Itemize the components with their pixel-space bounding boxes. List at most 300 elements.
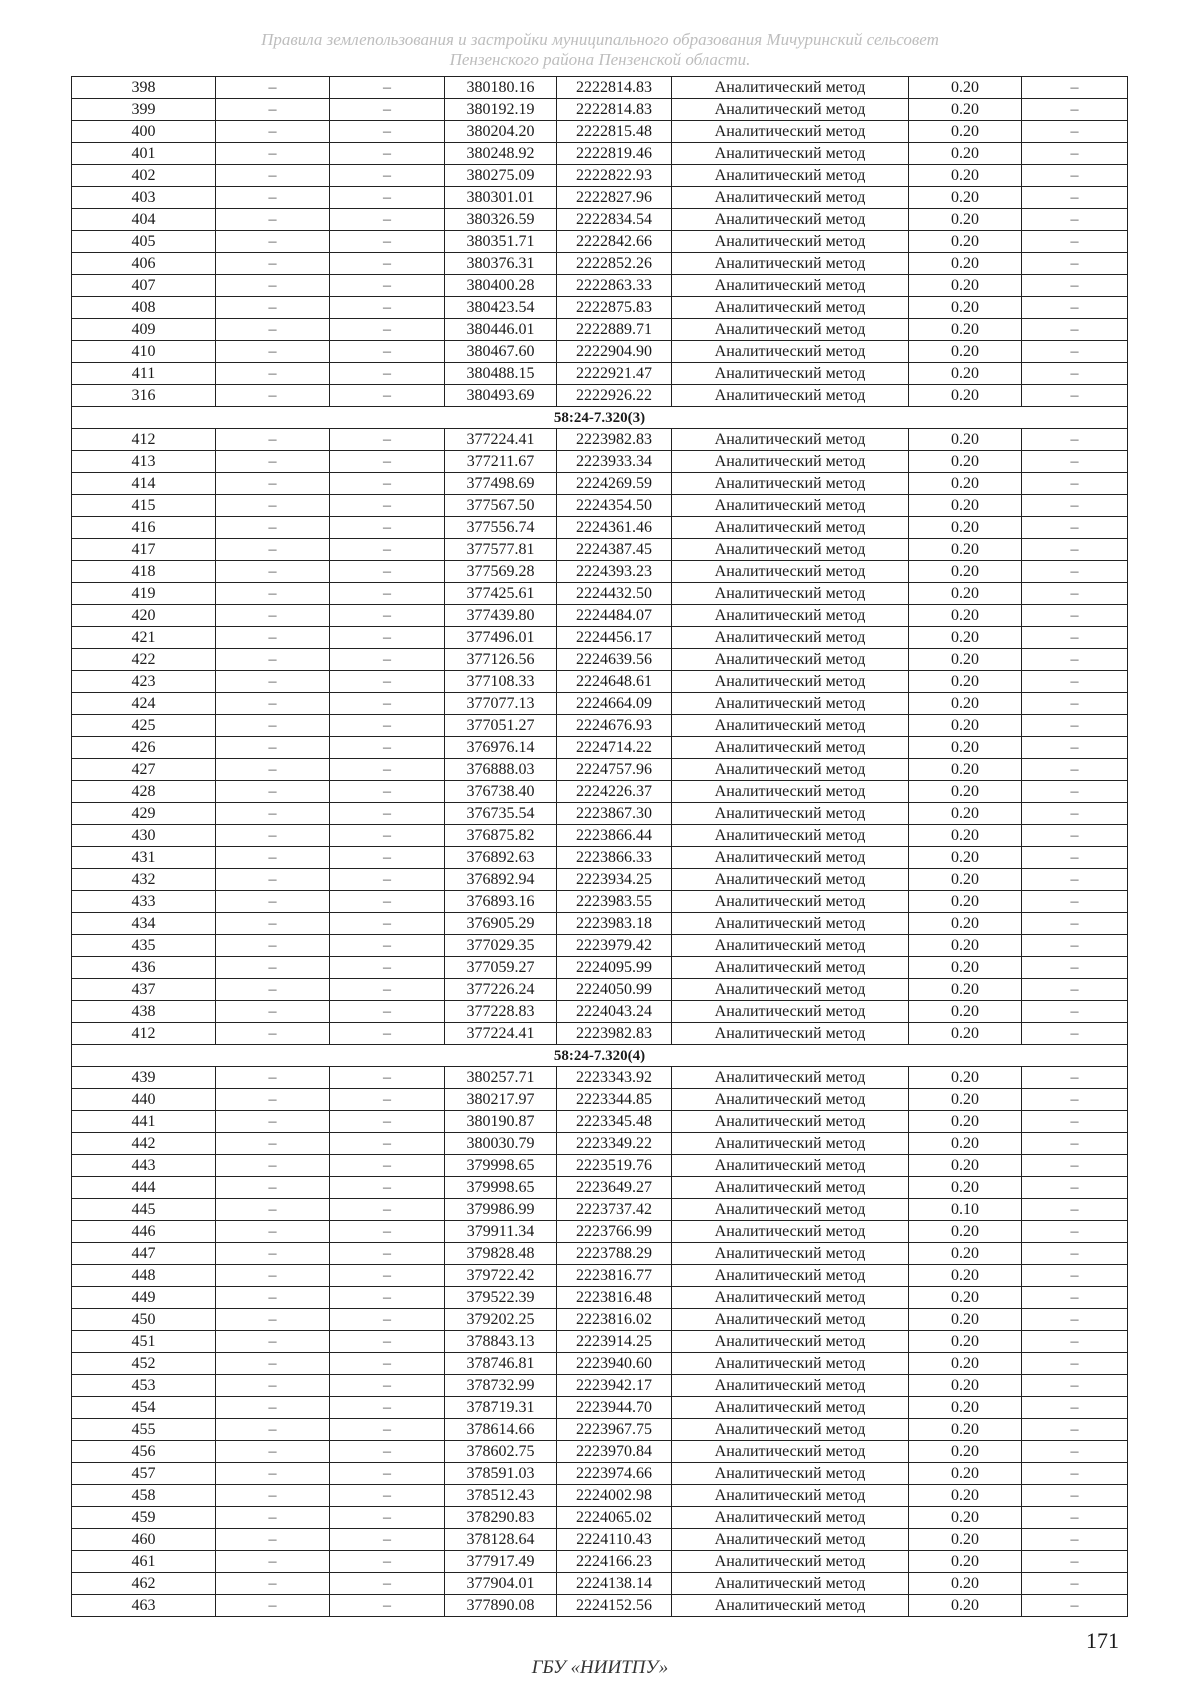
table-row: [72, 1089, 1128, 1111]
accuracy-cell: 0.20: [909, 1419, 1022, 1441]
coord-x: 380376.31: [445, 253, 557, 275]
section-title: 58:24-7.320(3): [72, 407, 1128, 429]
dash-cell: –: [216, 891, 330, 913]
coord-x: 380467.60: [445, 341, 557, 363]
method-cell: Аналитический метод: [672, 143, 909, 165]
table-row: [72, 979, 1128, 1001]
method-cell: Аналитический метод: [672, 1595, 909, 1617]
table-row: [72, 671, 1128, 693]
method-cell: Аналитический метод: [672, 1199, 909, 1221]
dash-cell: –: [330, 363, 445, 385]
method-cell: Аналитический метод: [672, 605, 909, 627]
accuracy-cell: 0.20: [909, 1287, 1022, 1309]
coord-x: 377224.41: [445, 1023, 557, 1045]
coord-y: 2222834.54: [557, 209, 672, 231]
dash-cell: –: [330, 561, 445, 583]
dash-cell: –: [1022, 165, 1128, 187]
accuracy-cell: 0.20: [909, 1485, 1022, 1507]
dash-cell: –: [1022, 693, 1128, 715]
table-row: [72, 253, 1128, 275]
accuracy-cell: 0.20: [909, 561, 1022, 583]
dash-cell: –: [216, 187, 330, 209]
point-number: 420: [72, 605, 216, 627]
coord-x: 380423.54: [445, 297, 557, 319]
dash-cell: –: [1022, 209, 1128, 231]
dash-cell: –: [216, 759, 330, 781]
point-number: 436: [72, 957, 216, 979]
table-row: [72, 803, 1128, 825]
method-cell: Аналитический метод: [672, 341, 909, 363]
method-cell: Аналитический метод: [672, 209, 909, 231]
coord-y: 2224393.23: [557, 561, 672, 583]
point-number: 463: [72, 1595, 216, 1617]
point-number: 429: [72, 803, 216, 825]
dash-cell: –: [216, 297, 330, 319]
coord-x: 379722.42: [445, 1265, 557, 1287]
accuracy-cell: 0.10: [909, 1199, 1022, 1221]
dash-cell: –: [330, 1001, 445, 1023]
accuracy-cell: 0.20: [909, 1221, 1022, 1243]
coord-y: 2223816.48: [557, 1287, 672, 1309]
table-row: [72, 1243, 1128, 1265]
dash-cell: –: [1022, 649, 1128, 671]
dash-cell: –: [1022, 1155, 1128, 1177]
point-number: 415: [72, 495, 216, 517]
accuracy-cell: 0.20: [909, 517, 1022, 539]
method-cell: Аналитический метод: [672, 1309, 909, 1331]
coord-y: 2224138.14: [557, 1573, 672, 1595]
dash-cell: –: [330, 1331, 445, 1353]
coord-y: 2224757.96: [557, 759, 672, 781]
dash-cell: –: [1022, 143, 1128, 165]
dash-cell: –: [330, 605, 445, 627]
point-number: 414: [72, 473, 216, 495]
dash-cell: –: [216, 803, 330, 825]
dash-cell: –: [330, 473, 445, 495]
coord-x: 378591.03: [445, 1463, 557, 1485]
dash-cell: –: [216, 319, 330, 341]
coord-y: 2223649.27: [557, 1177, 672, 1199]
dash-cell: –: [330, 1155, 445, 1177]
coord-y: 2223866.33: [557, 847, 672, 869]
point-number: 400: [72, 121, 216, 143]
coord-y: 2224676.93: [557, 715, 672, 737]
dash-cell: –: [1022, 297, 1128, 319]
table-row: [72, 935, 1128, 957]
point-number: 422: [72, 649, 216, 671]
dash-cell: –: [216, 869, 330, 891]
table-row: [72, 495, 1128, 517]
dash-cell: –: [330, 979, 445, 1001]
section-row: [72, 407, 1128, 429]
table-row: [72, 891, 1128, 913]
method-cell: Аналитический метод: [672, 1287, 909, 1309]
coord-x: 377917.49: [445, 1551, 557, 1573]
dash-cell: –: [216, 1221, 330, 1243]
coord-x: 379998.65: [445, 1177, 557, 1199]
dash-cell: –: [1022, 847, 1128, 869]
dash-cell: –: [216, 605, 330, 627]
coord-x: 377108.33: [445, 671, 557, 693]
table-row: [72, 275, 1128, 297]
dash-cell: –: [330, 737, 445, 759]
method-cell: Аналитический метод: [672, 121, 909, 143]
point-number: 450: [72, 1309, 216, 1331]
dash-cell: –: [216, 231, 330, 253]
dash-cell: –: [216, 1243, 330, 1265]
dash-cell: –: [330, 715, 445, 737]
method-cell: Аналитический метод: [672, 1573, 909, 1595]
dash-cell: –: [216, 847, 330, 869]
coord-x: 378719.31: [445, 1397, 557, 1419]
dash-cell: –: [330, 671, 445, 693]
accuracy-cell: 0.20: [909, 1155, 1022, 1177]
point-number: 438: [72, 1001, 216, 1023]
coord-y: 2223970.84: [557, 1441, 672, 1463]
dash-cell: –: [330, 913, 445, 935]
table-row: [72, 517, 1128, 539]
table-row: [72, 1265, 1128, 1287]
table-row: [72, 1551, 1128, 1573]
method-cell: Аналитический метод: [672, 759, 909, 781]
dash-cell: –: [330, 1177, 445, 1199]
accuracy-cell: 0.20: [909, 1331, 1022, 1353]
coord-x: 380030.79: [445, 1133, 557, 1155]
dash-cell: –: [330, 1375, 445, 1397]
method-cell: Аналитический метод: [672, 385, 909, 407]
accuracy-cell: 0.20: [909, 77, 1022, 99]
coord-y: 2222827.96: [557, 187, 672, 209]
coord-x: 377556.74: [445, 517, 557, 539]
method-cell: Аналитический метод: [672, 693, 909, 715]
method-cell: Аналитический метод: [672, 561, 909, 583]
method-cell: Аналитический метод: [672, 781, 909, 803]
method-cell: Аналитический метод: [672, 473, 909, 495]
coord-y: 2223967.75: [557, 1419, 672, 1441]
dash-cell: –: [1022, 275, 1128, 297]
dash-cell: –: [1022, 1177, 1128, 1199]
coord-x: 379522.39: [445, 1287, 557, 1309]
coord-y: 2224050.99: [557, 979, 672, 1001]
accuracy-cell: 0.20: [909, 935, 1022, 957]
point-number: 431: [72, 847, 216, 869]
accuracy-cell: 0.20: [909, 715, 1022, 737]
dash-cell: –: [1022, 803, 1128, 825]
coord-x: 377126.56: [445, 649, 557, 671]
dash-cell: –: [330, 891, 445, 913]
method-cell: Аналитический метод: [672, 363, 909, 385]
dash-cell: –: [330, 1199, 445, 1221]
coord-x: 376892.94: [445, 869, 557, 891]
section-row: [72, 1045, 1128, 1067]
coord-x: 380301.01: [445, 187, 557, 209]
point-number: 410: [72, 341, 216, 363]
dash-cell: –: [330, 385, 445, 407]
point-number: 460: [72, 1529, 216, 1551]
dash-cell: –: [330, 869, 445, 891]
coord-x: 377439.80: [445, 605, 557, 627]
accuracy-cell: 0.20: [909, 759, 1022, 781]
method-cell: Аналитический метод: [672, 627, 909, 649]
coord-x: 376735.54: [445, 803, 557, 825]
table-row: [72, 605, 1128, 627]
table-row: [72, 957, 1128, 979]
coord-x: 379986.99: [445, 1199, 557, 1221]
dash-cell: –: [330, 495, 445, 517]
point-number: 404: [72, 209, 216, 231]
dash-cell: –: [330, 803, 445, 825]
dash-cell: –: [216, 1551, 330, 1573]
table-row: [72, 1595, 1128, 1617]
method-cell: Аналитический метод: [672, 517, 909, 539]
dash-cell: –: [1022, 1419, 1128, 1441]
dash-cell: –: [216, 429, 330, 451]
method-cell: Аналитический метод: [672, 1551, 909, 1573]
dash-cell: –: [330, 1023, 445, 1045]
coord-y: 2223343.92: [557, 1067, 672, 1089]
dash-cell: –: [1022, 759, 1128, 781]
dash-cell: –: [216, 1133, 330, 1155]
coord-y: 2222926.22: [557, 385, 672, 407]
table-row: [72, 1353, 1128, 1375]
coord-y: 2224361.46: [557, 517, 672, 539]
coordinates-table: [71, 76, 1128, 1617]
dash-cell: –: [216, 1111, 330, 1133]
method-cell: Аналитический метод: [672, 1243, 909, 1265]
dash-cell: –: [1022, 869, 1128, 891]
accuracy-cell: 0.20: [909, 187, 1022, 209]
coord-x: 377569.28: [445, 561, 557, 583]
coord-y: 2224664.09: [557, 693, 672, 715]
dash-cell: –: [216, 737, 330, 759]
coord-x: 377498.69: [445, 473, 557, 495]
coord-x: 377051.27: [445, 715, 557, 737]
method-cell: Аналитический метод: [672, 253, 909, 275]
dash-cell: –: [216, 1419, 330, 1441]
accuracy-cell: 0.20: [909, 121, 1022, 143]
coord-y: 2224269.59: [557, 473, 672, 495]
dash-cell: –: [1022, 187, 1128, 209]
method-cell: Аналитический метод: [672, 77, 909, 99]
dash-cell: –: [330, 341, 445, 363]
coord-x: 380446.01: [445, 319, 557, 341]
method-cell: Аналитический метод: [672, 1441, 909, 1463]
point-number: 406: [72, 253, 216, 275]
dash-cell: –: [330, 143, 445, 165]
method-cell: Аналитический метод: [672, 1177, 909, 1199]
dash-cell: –: [1022, 363, 1128, 385]
dash-cell: –: [330, 1111, 445, 1133]
point-number: 399: [72, 99, 216, 121]
point-number: 455: [72, 1419, 216, 1441]
header-line-2: Пензенского района Пензенской области.: [449, 50, 751, 69]
dash-cell: –: [330, 297, 445, 319]
dash-cell: –: [216, 1287, 330, 1309]
method-cell: Аналитический метод: [672, 319, 909, 341]
dash-cell: –: [1022, 781, 1128, 803]
table-row: [72, 231, 1128, 253]
table-row: [72, 649, 1128, 671]
coord-x: 380488.15: [445, 363, 557, 385]
dash-cell: –: [1022, 627, 1128, 649]
dash-cell: –: [330, 77, 445, 99]
method-cell: Аналитический метод: [672, 429, 909, 451]
dash-cell: –: [216, 451, 330, 473]
coord-y: 2222921.47: [557, 363, 672, 385]
accuracy-cell: 0.20: [909, 1111, 1022, 1133]
dash-cell: –: [1022, 1287, 1128, 1309]
running-header: [0, 30, 1200, 70]
table-row: [72, 913, 1128, 935]
dash-cell: –: [330, 1287, 445, 1309]
coord-y: 2222814.83: [557, 99, 672, 121]
accuracy-cell: 0.20: [909, 209, 1022, 231]
accuracy-cell: 0.20: [909, 869, 1022, 891]
point-number: 408: [72, 297, 216, 319]
table-row: [72, 1485, 1128, 1507]
table-row: [72, 1529, 1128, 1551]
dash-cell: –: [1022, 1089, 1128, 1111]
table-row: [72, 1573, 1128, 1595]
coord-x: 376875.82: [445, 825, 557, 847]
dash-cell: –: [330, 1551, 445, 1573]
accuracy-cell: 0.20: [909, 1023, 1022, 1045]
coord-x: 380493.69: [445, 385, 557, 407]
accuracy-cell: 0.20: [909, 1375, 1022, 1397]
accuracy-cell: 0.20: [909, 627, 1022, 649]
point-number: 426: [72, 737, 216, 759]
coord-x: 380204.20: [445, 121, 557, 143]
dash-cell: –: [1022, 451, 1128, 473]
coord-x: 377059.27: [445, 957, 557, 979]
coord-x: 376905.29: [445, 913, 557, 935]
accuracy-cell: 0.20: [909, 1507, 1022, 1529]
dash-cell: –: [1022, 935, 1128, 957]
dash-cell: –: [1022, 1067, 1128, 1089]
coord-y: 2223944.70: [557, 1397, 672, 1419]
coord-y: 2224095.99: [557, 957, 672, 979]
accuracy-cell: 0.20: [909, 649, 1022, 671]
coord-x: 379911.34: [445, 1221, 557, 1243]
accuracy-cell: 0.20: [909, 1595, 1022, 1617]
point-number: 418: [72, 561, 216, 583]
dash-cell: –: [1022, 1353, 1128, 1375]
dash-cell: –: [1022, 1001, 1128, 1023]
method-cell: Аналитический метод: [672, 1463, 909, 1485]
accuracy-cell: 0.20: [909, 1551, 1022, 1573]
table-row: [72, 121, 1128, 143]
coord-y: 2224226.37: [557, 781, 672, 803]
dash-cell: –: [330, 209, 445, 231]
accuracy-cell: 0.20: [909, 1573, 1022, 1595]
method-cell: Аналитический метод: [672, 99, 909, 121]
dash-cell: –: [216, 781, 330, 803]
accuracy-cell: 0.20: [909, 297, 1022, 319]
dash-cell: –: [216, 693, 330, 715]
table-row: [72, 1177, 1128, 1199]
table-row: [72, 1419, 1128, 1441]
table-row: [72, 165, 1128, 187]
method-cell: Аналитический метод: [672, 1221, 909, 1243]
dash-cell: –: [216, 913, 330, 935]
dash-cell: –: [216, 935, 330, 957]
coord-y: 2223982.83: [557, 429, 672, 451]
dash-cell: –: [1022, 517, 1128, 539]
method-cell: Аналитический метод: [672, 297, 909, 319]
coord-y: 2224166.23: [557, 1551, 672, 1573]
dash-cell: –: [216, 1331, 330, 1353]
accuracy-cell: 0.20: [909, 781, 1022, 803]
accuracy-cell: 0.20: [909, 583, 1022, 605]
point-number: 412: [72, 1023, 216, 1045]
dash-cell: –: [330, 1265, 445, 1287]
method-cell: Аналитический метод: [672, 1111, 909, 1133]
coord-x: 377226.24: [445, 979, 557, 1001]
dash-cell: –: [330, 121, 445, 143]
coord-y: 2222904.90: [557, 341, 672, 363]
accuracy-cell: 0.20: [909, 473, 1022, 495]
coord-x: 379202.25: [445, 1309, 557, 1331]
coord-x: 380351.71: [445, 231, 557, 253]
method-cell: Аналитический метод: [672, 979, 909, 1001]
point-number: 416: [72, 517, 216, 539]
table-row: [72, 627, 1128, 649]
table-row: [72, 1309, 1128, 1331]
dash-cell: –: [330, 1441, 445, 1463]
dash-cell: –: [330, 517, 445, 539]
coord-y: 2222814.83: [557, 77, 672, 99]
coord-x: 380190.87: [445, 1111, 557, 1133]
coord-y: 2223934.25: [557, 869, 672, 891]
method-cell: Аналитический метод: [672, 649, 909, 671]
table-row: [72, 1023, 1128, 1045]
table-row: [72, 1507, 1128, 1529]
accuracy-cell: 0.20: [909, 913, 1022, 935]
coord-y: 2224484.07: [557, 605, 672, 627]
dash-cell: –: [1022, 891, 1128, 913]
table-row: [72, 869, 1128, 891]
accuracy-cell: 0.20: [909, 275, 1022, 297]
coord-y: 2223982.83: [557, 1023, 672, 1045]
point-number: 316: [72, 385, 216, 407]
dash-cell: –: [1022, 1309, 1128, 1331]
coord-y: 2223766.99: [557, 1221, 672, 1243]
dash-cell: –: [216, 1177, 330, 1199]
coord-y: 2222819.46: [557, 143, 672, 165]
accuracy-cell: 0.20: [909, 451, 1022, 473]
table-row: [72, 451, 1128, 473]
table-row: [72, 1133, 1128, 1155]
dash-cell: –: [216, 143, 330, 165]
coord-x: 378290.83: [445, 1507, 557, 1529]
coord-y: 2223979.42: [557, 935, 672, 957]
point-number: 425: [72, 715, 216, 737]
accuracy-cell: 0.20: [909, 429, 1022, 451]
dash-cell: –: [216, 979, 330, 1001]
dash-cell: –: [1022, 99, 1128, 121]
dash-cell: –: [330, 1221, 445, 1243]
table-row: [72, 363, 1128, 385]
accuracy-cell: 0.20: [909, 1265, 1022, 1287]
dash-cell: –: [216, 1375, 330, 1397]
method-cell: Аналитический метод: [672, 1155, 909, 1177]
accuracy-cell: 0.20: [909, 319, 1022, 341]
point-number: 449: [72, 1287, 216, 1309]
point-number: 398: [72, 77, 216, 99]
dash-cell: –: [330, 825, 445, 847]
coord-y: 2222815.48: [557, 121, 672, 143]
point-number: 445: [72, 1199, 216, 1221]
